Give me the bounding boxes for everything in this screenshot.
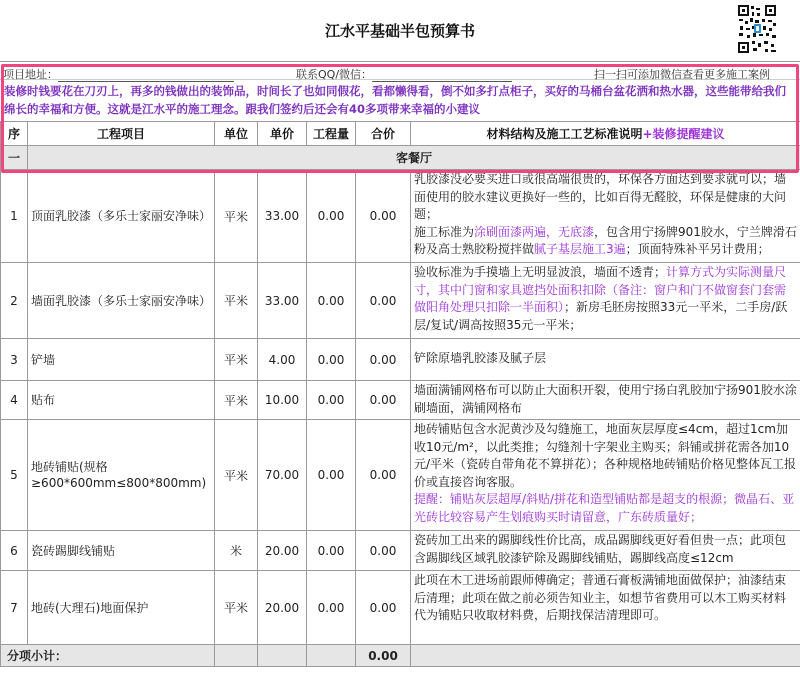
row-price: 33.00 <box>258 263 307 339</box>
qr-code-icon <box>737 4 777 54</box>
desc-text: 乳胶漆没必要买进口或很高端很贵的，环保各方面达到要求就可以；墙面使用的胶水建议更换好一些的，比如百得无醛胶，环保是健康的大问题； <box>414 172 787 221</box>
row-item: 贴布 <box>28 381 215 420</box>
table-header-row <box>1 122 800 146</box>
table-row <box>1 571 800 645</box>
subtotal-value: 0.00 <box>356 645 411 667</box>
desc-text: ；新房毛胚房按照33元一平米，二手房/跃层/复试/调高按照35元一平米； <box>414 300 788 332</box>
row-price: 70.00 <box>258 420 307 531</box>
row-price: 20.00 <box>258 531 307 571</box>
desc-text: ；顶面特殊补平另计费用； <box>625 242 770 256</box>
header-price: 单价 <box>258 122 307 146</box>
row-unit: 平米 <box>215 263 258 339</box>
title-row <box>0 0 800 62</box>
row-sum: 0.00 <box>356 339 411 381</box>
row-description: 铲除原墙乳胶漆及腻子层 <box>411 339 800 381</box>
subtotal-empty <box>258 645 307 667</box>
row-description: 瓷砖加工出来的踢脚线性价比高，成品踢脚线更好看但贵一点；此项包含踢脚线区域乳胶漆铲除及踢脚线铺贴，踢脚线高度≤12cm <box>411 531 800 571</box>
row-unit: 平米 <box>215 170 258 263</box>
subtotal-label: 分项小计： <box>1 645 215 667</box>
address-blank <box>58 72 234 82</box>
row-number: 3 <box>1 339 28 381</box>
header-desc-tip: +装修提醒建议 <box>642 127 725 141</box>
row-price: 20.00 <box>258 571 307 645</box>
row-number: 5 <box>1 420 28 531</box>
scan-hint: 扫一扫可添加微信查看更多施工案例 <box>594 68 770 81</box>
subtotal-row <box>1 645 800 667</box>
header-qty: 工程量 <box>307 122 356 146</box>
row-description: 墙面满铺网格布可以防止大面积开裂，使用宁扬白乳胶加宁扬901胶水涂刷墙面，满铺网格布 <box>411 381 800 420</box>
row-item: 墙面乳胶漆（多乐士家丽安净味） <box>28 263 215 339</box>
header-item: 工程项目 <box>28 122 215 146</box>
row-qty: 0.00 <box>307 531 356 571</box>
row-qty: 0.00 <box>307 420 356 531</box>
contact-blank <box>372 72 512 82</box>
page-title: 江水平基础半包预算书 <box>324 22 475 40</box>
row-price: 4.00 <box>258 339 307 381</box>
row-sum: 0.00 <box>356 531 411 571</box>
row-qty: 0.00 <box>307 339 356 381</box>
desc-highlight: 计算方式为实际测量尺寸，其中门窗和家具遮挡处面积扣除（备注：窗户和门不做窗套门套需做阳角处理只扣除一半面积） <box>414 265 787 314</box>
desc-text: 施工标准为 <box>414 224 475 239</box>
desc-highlight: 腻子基层施工3遍 <box>534 242 626 256</box>
row-number: 4 <box>1 381 28 420</box>
row-description <box>411 263 800 339</box>
header-description <box>411 122 800 146</box>
row-number: 7 <box>1 571 28 645</box>
header-unit: 单位 <box>215 122 258 146</box>
row-price: 10.00 <box>258 381 307 420</box>
budget-table <box>0 121 800 667</box>
row-qty: 0.00 <box>307 571 356 645</box>
row-qty: 0.00 <box>307 263 356 339</box>
project-info-row <box>0 65 800 80</box>
row-sum: 0.00 <box>356 571 411 645</box>
contact-field <box>296 66 512 82</box>
contact-label: 联系QQ/微信： <box>296 68 373 81</box>
header-sum: 合价 <box>356 122 411 146</box>
row-description: 此项在木工进场前跟师傅确定；普通石膏板满铺地面做保护；油漆结束后清理；此项在做之前必须告知业主，如想节省费用可以木工购买材料代为铺贴只收取材料费，后期找保洁清理即可。 <box>411 571 800 645</box>
subtotal-empty <box>307 645 356 667</box>
header-desc-main: 材料结构及施工工艺标准说明 <box>486 127 643 141</box>
slogan-text: 装修时钱要花在刀刃上，再多的钱做出的装饰品，时间长了也如同假花，看都懒得看，倒不如多打点柜子，买好的马桶台盆花洒和热水器，这些能带给我们绵长的幸福和方便。这就是江水平的施工理念。跟我们签约后还会有40多项带来幸福的小建议 <box>4 84 786 116</box>
address-label: 项目地址： <box>3 68 58 81</box>
row-description <box>411 170 800 263</box>
row-qty: 0.00 <box>307 170 356 263</box>
row-unit: 平米 <box>215 339 258 381</box>
table-row <box>1 263 800 339</box>
desc-highlight: 涂刷面漆两遍，无底漆 <box>474 224 595 239</box>
row-sum: 0.00 <box>356 263 411 339</box>
table-row <box>1 170 800 263</box>
row-unit: 平米 <box>215 420 258 531</box>
row-number: 2 <box>1 263 28 339</box>
row-unit: 米 <box>215 531 258 571</box>
row-item: 顶面乳胶漆（多乐士家丽安净味） <box>28 170 215 263</box>
header-seq: 序 <box>1 122 28 146</box>
row-sum: 0.00 <box>356 420 411 531</box>
section-number: 一 <box>1 146 28 170</box>
row-sum: 0.00 <box>356 170 411 263</box>
project-address-field <box>3 66 234 82</box>
section-row <box>1 146 800 170</box>
subtotal-empty <box>411 645 800 667</box>
row-number: 6 <box>1 531 28 571</box>
row-description <box>411 420 800 531</box>
row-sum: 0.00 <box>356 381 411 420</box>
desc-text: 地砖铺贴包含水泥黄沙及勾缝施工，地面灰层厚度≤4cm，超过1cm加收10元/m²，以此类推；勾缝剂十字架业主购买；斜铺或拼花需各加10元/平米（瓷砖自带角花不算拼花）；各种规格地砖铺贴价格见整体瓦工报价或直接咨询客服。 <box>414 422 797 489</box>
row-item: 地砖铺贴(规格≥600*600mm≤800*800mm) <box>28 420 215 531</box>
table-row <box>1 420 800 531</box>
desc-text: ，包含用宁扬牌901胶水，宁兰牌滑石粉及高士熟胶粉搅拌做 <box>414 224 797 256</box>
subtotal-empty <box>215 645 258 667</box>
desc-highlight: 提醒：铺贴灰层超厚/斜贴/拼花和造型铺贴都是超支的根源；微晶石、亚光砖比较容易产生划痕购买时请留意，广东砖质量好； <box>414 492 795 524</box>
table-row <box>1 531 800 571</box>
table-row <box>1 381 800 420</box>
section-title: 客餐厅 <box>28 146 800 170</box>
row-item: 铲墙 <box>28 339 215 381</box>
row-item: 瓷砖踢脚线铺贴 <box>28 531 215 571</box>
row-qty: 0.00 <box>307 381 356 420</box>
row-number: 1 <box>1 170 28 263</box>
row-item: 地砖(大理石)地面保护 <box>28 571 215 645</box>
table-row <box>1 339 800 381</box>
row-price: 33.00 <box>258 170 307 263</box>
row-unit: 平米 <box>215 571 258 645</box>
desc-text: 验收标准为手摸墙上无明显波浪，墙面不透青； <box>414 265 667 279</box>
row-unit: 平米 <box>215 381 258 420</box>
